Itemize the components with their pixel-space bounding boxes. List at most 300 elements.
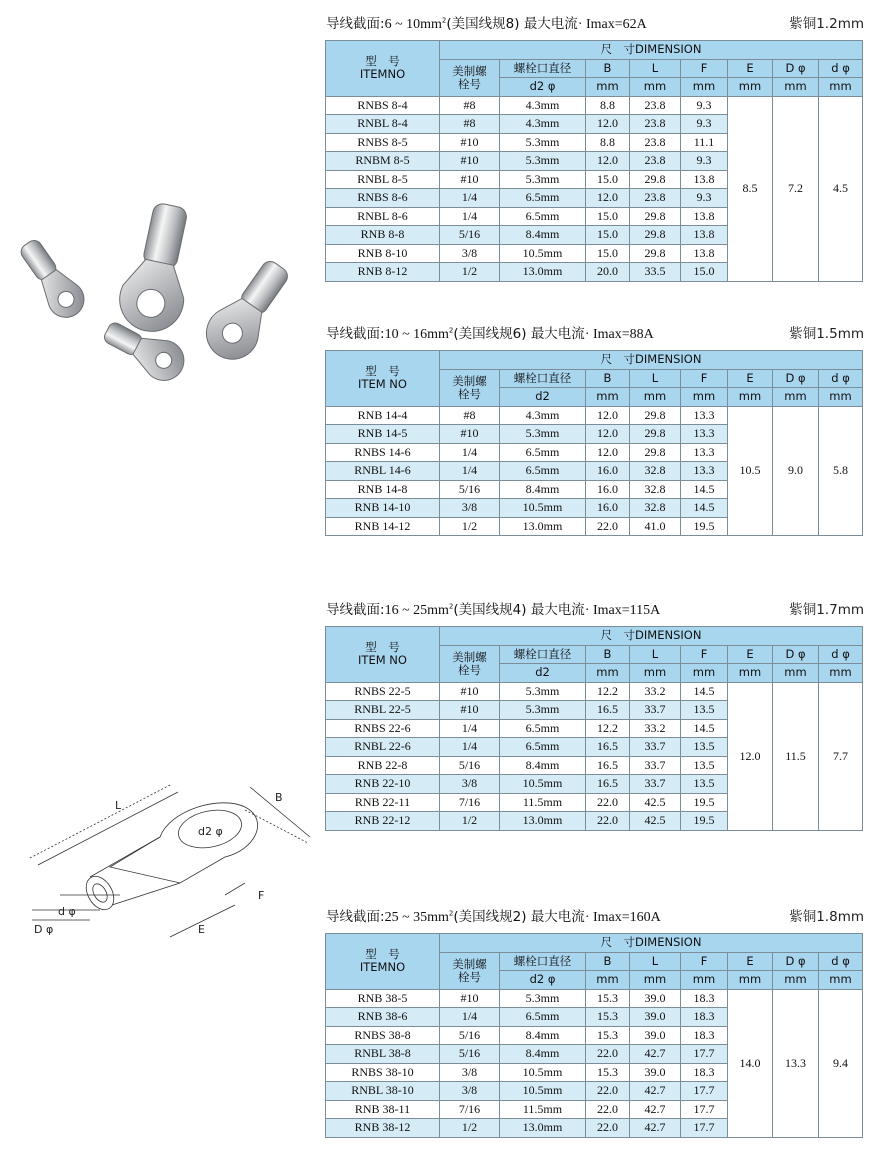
inner-d-header: d φ bbox=[819, 369, 863, 388]
spec-table bbox=[325, 350, 863, 536]
table-row bbox=[326, 989, 863, 1008]
f-cell: 13.5 bbox=[681, 775, 728, 794]
b-header: B bbox=[586, 952, 630, 971]
item-cell: RNB 22-10 bbox=[326, 775, 440, 794]
d2-cell: 8.4mm bbox=[500, 756, 586, 775]
l-header: L bbox=[630, 369, 681, 388]
unit-header: mm bbox=[773, 388, 819, 407]
section-title bbox=[326, 598, 660, 619]
f-cell: 17.7 bbox=[681, 1045, 728, 1064]
d2-cell: 11.5mm bbox=[500, 1100, 586, 1119]
stud-cell: 3/8 bbox=[440, 1063, 500, 1082]
stud-cell: #10 bbox=[440, 989, 500, 1008]
b-cell: 16.0 bbox=[586, 480, 630, 499]
section-title bbox=[326, 322, 654, 343]
d2-cell: 8.4mm bbox=[500, 226, 586, 245]
item-cell: RNB 14-10 bbox=[326, 499, 440, 518]
b-cell: 12.0 bbox=[586, 115, 630, 134]
f-cell: 13.8 bbox=[681, 170, 728, 189]
f-cell: 14.5 bbox=[681, 719, 728, 738]
inner-d-value: 7.7 bbox=[819, 682, 863, 830]
f-cell: 9.3 bbox=[681, 96, 728, 115]
unit-superscript: 2 bbox=[448, 602, 454, 611]
section-title bbox=[326, 905, 661, 926]
b-cell: 22.0 bbox=[586, 1082, 630, 1101]
imax-value: · Imax=160A bbox=[584, 910, 661, 925]
lug-right bbox=[196, 251, 301, 369]
l-cell: 33.7 bbox=[630, 738, 681, 757]
max-current-label: 最大电流 bbox=[530, 909, 585, 925]
item-cell: RNBL 22-5 bbox=[326, 701, 440, 720]
d2-header: d2 φ bbox=[500, 78, 586, 97]
f-cell: 13.5 bbox=[681, 738, 728, 757]
l-cell: 23.8 bbox=[630, 189, 681, 208]
l-cell: 42.5 bbox=[630, 793, 681, 812]
stud-cell: 5/16 bbox=[440, 480, 500, 499]
item-cell: RNB 8-12 bbox=[326, 263, 440, 282]
item-cell: RNBM 8-5 bbox=[326, 152, 440, 171]
unit-header: mm bbox=[819, 664, 863, 683]
d2-cell: 8.4mm bbox=[500, 480, 586, 499]
material-spec: 紫铜1.5mm bbox=[789, 326, 864, 342]
item-cell: RNB 14-12 bbox=[326, 517, 440, 536]
l-cell: 23.8 bbox=[630, 115, 681, 134]
item-cell: RNB 22-12 bbox=[326, 812, 440, 831]
l-cell: 42.5 bbox=[630, 812, 681, 831]
item-cell: RNB 38-12 bbox=[326, 1119, 440, 1138]
f-cell: 14.5 bbox=[681, 499, 728, 518]
b-cell: 16.0 bbox=[586, 499, 630, 518]
d2-header: d2 bbox=[500, 388, 586, 407]
stud-cell: #10 bbox=[440, 425, 500, 444]
item-cell: RNB 8-10 bbox=[326, 244, 440, 263]
b-cell: 15.3 bbox=[586, 989, 630, 1008]
stud-header: 美制螺 栓号 bbox=[440, 952, 500, 989]
d2-cell: 6.5mm bbox=[500, 1008, 586, 1027]
item-cell: RNB 38-5 bbox=[326, 989, 440, 1008]
f-cell: 13.5 bbox=[681, 701, 728, 720]
stud-cell: 1/4 bbox=[440, 1008, 500, 1027]
d2-cell: 11.5mm bbox=[500, 793, 586, 812]
stud-cell: #8 bbox=[440, 115, 500, 134]
stud-cell: 1/4 bbox=[440, 719, 500, 738]
stud-cell: 3/8 bbox=[440, 244, 500, 263]
dimension-header: 尺 寸DIMENSION bbox=[440, 351, 863, 370]
l-cell: 32.8 bbox=[630, 499, 681, 518]
f-cell: 13.8 bbox=[681, 226, 728, 245]
table-row bbox=[326, 96, 863, 115]
item-cell: RNBS 38-10 bbox=[326, 1063, 440, 1082]
dimension-header: 尺 寸DIMENSION bbox=[440, 934, 863, 953]
l-header: L bbox=[630, 59, 681, 78]
item-cell: RNB 22-11 bbox=[326, 793, 440, 812]
spec-table bbox=[325, 40, 863, 282]
d2-cell: 13.0mm bbox=[500, 812, 586, 831]
d2-cell: 6.5mm bbox=[500, 462, 586, 481]
unit-header: mm bbox=[586, 971, 630, 990]
b-cell: 22.0 bbox=[586, 1100, 630, 1119]
stud-cell: 1/2 bbox=[440, 517, 500, 536]
item-cell: RNB 14-5 bbox=[326, 425, 440, 444]
inner-d-value: 9.4 bbox=[819, 989, 863, 1137]
inner-d-value: 5.8 bbox=[819, 406, 863, 536]
f-cell: 9.3 bbox=[681, 189, 728, 208]
imax-value: · Imax=62A bbox=[577, 17, 647, 32]
l-cell: 42.7 bbox=[630, 1100, 681, 1119]
b-cell: 15.3 bbox=[586, 1008, 630, 1027]
stud-cell: 7/16 bbox=[440, 1100, 500, 1119]
b-cell: 12.2 bbox=[586, 682, 630, 701]
item-cell: RNBL 14-6 bbox=[326, 462, 440, 481]
l-cell: 23.8 bbox=[630, 152, 681, 171]
outer-d-header: D φ bbox=[773, 369, 819, 388]
item-cell: RNB 14-4 bbox=[326, 406, 440, 425]
b-cell: 20.0 bbox=[586, 263, 630, 282]
material-spec: 紫铜1.2mm bbox=[789, 16, 864, 32]
unit-header: mm bbox=[728, 388, 773, 407]
f-cell: 13.3 bbox=[681, 462, 728, 481]
table-row bbox=[326, 682, 863, 701]
unit-header: mm bbox=[630, 78, 681, 97]
l-cell: 29.8 bbox=[630, 443, 681, 462]
unit-header: mm bbox=[819, 971, 863, 990]
stud-cell: 5/16 bbox=[440, 1026, 500, 1045]
stud-cell: 5/16 bbox=[440, 1045, 500, 1064]
d2-cell: 6.5mm bbox=[500, 189, 586, 208]
stud-header: 美制螺 栓号 bbox=[440, 59, 500, 96]
section-title bbox=[326, 12, 647, 33]
f-cell: 17.7 bbox=[681, 1100, 728, 1119]
material-spec: 紫铜1.8mm bbox=[789, 909, 864, 925]
max-current-label: 最大电流 bbox=[530, 602, 585, 618]
l-cell: 42.7 bbox=[630, 1119, 681, 1138]
b-cell: 16.5 bbox=[586, 738, 630, 757]
d2-cell: 4.3mm bbox=[500, 115, 586, 134]
f-cell: 15.0 bbox=[681, 263, 728, 282]
item-cell: RNBL 38-10 bbox=[326, 1082, 440, 1101]
f-header: F bbox=[681, 645, 728, 664]
e-value: 14.0 bbox=[728, 989, 773, 1137]
e-value: 12.0 bbox=[728, 682, 773, 830]
f-cell: 19.5 bbox=[681, 517, 728, 536]
item-cell: RNBS 8-4 bbox=[326, 96, 440, 115]
b-cell: 12.0 bbox=[586, 152, 630, 171]
bolt-header: 螺栓口直径 bbox=[500, 59, 586, 78]
stud-cell: 1/4 bbox=[440, 738, 500, 757]
stud-cell: #10 bbox=[440, 152, 500, 171]
awg-note: (美国线规6) bbox=[453, 326, 527, 342]
l-cell: 33.2 bbox=[630, 719, 681, 738]
l-cell: 33.7 bbox=[630, 775, 681, 794]
d2-cell: 6.5mm bbox=[500, 738, 586, 757]
l-cell: 39.0 bbox=[630, 1063, 681, 1082]
f-cell: 13.5 bbox=[681, 756, 728, 775]
b-header: B bbox=[586, 645, 630, 664]
d2-cell: 5.3mm bbox=[500, 682, 586, 701]
unit-header: mm bbox=[773, 78, 819, 97]
wire-range: 25 ~ 35mm bbox=[384, 910, 449, 925]
f-cell: 19.5 bbox=[681, 812, 728, 831]
stud-header: 美制螺 栓号 bbox=[440, 369, 500, 406]
stud-cell: 1/4 bbox=[440, 207, 500, 226]
f-cell: 18.3 bbox=[681, 1026, 728, 1045]
lug-small-left bbox=[12, 233, 91, 324]
d2-cell: 6.5mm bbox=[500, 719, 586, 738]
awg-note: (美国线规8) bbox=[446, 16, 520, 32]
d2-cell: 5.3mm bbox=[500, 133, 586, 152]
stud-cell: 1/2 bbox=[440, 263, 500, 282]
spec-table bbox=[325, 933, 863, 1138]
l-cell: 32.8 bbox=[630, 480, 681, 499]
b-cell: 22.0 bbox=[586, 812, 630, 831]
label-D: D φ bbox=[34, 923, 54, 936]
b-header: B bbox=[586, 59, 630, 78]
b-cell: 12.2 bbox=[586, 719, 630, 738]
l-cell: 42.7 bbox=[630, 1082, 681, 1101]
unit-header: mm bbox=[586, 388, 630, 407]
unit-header: mm bbox=[773, 664, 819, 683]
item-cell: RNB 22-8 bbox=[326, 756, 440, 775]
f-cell: 13.3 bbox=[681, 425, 728, 444]
f-cell: 17.7 bbox=[681, 1082, 728, 1101]
unit-header: mm bbox=[630, 388, 681, 407]
b-cell: 22.0 bbox=[586, 1045, 630, 1064]
stud-cell: 3/8 bbox=[440, 775, 500, 794]
item-header: 型 号 ITEM NO bbox=[326, 627, 440, 683]
item-cell: RNBS 22-6 bbox=[326, 719, 440, 738]
label-d: d φ bbox=[58, 905, 76, 918]
wire-range: 6 ~ 10mm bbox=[384, 17, 442, 32]
b-header: B bbox=[586, 369, 630, 388]
b-cell: 12.0 bbox=[586, 443, 630, 462]
outer-d-value: 7.2 bbox=[773, 96, 819, 281]
item-cell: RNBS 8-6 bbox=[326, 189, 440, 208]
f-cell: 18.3 bbox=[681, 1008, 728, 1027]
b-cell: 15.3 bbox=[586, 1063, 630, 1082]
stud-cell: #10 bbox=[440, 170, 500, 189]
b-cell: 22.0 bbox=[586, 517, 630, 536]
f-cell: 9.3 bbox=[681, 115, 728, 134]
l-cell: 29.8 bbox=[630, 207, 681, 226]
wire-range: 10 ~ 16mm bbox=[384, 327, 449, 342]
stud-cell: #8 bbox=[440, 406, 500, 425]
d2-cell: 5.3mm bbox=[500, 170, 586, 189]
item-cell: RNBL 8-6 bbox=[326, 207, 440, 226]
f-cell: 18.3 bbox=[681, 1063, 728, 1082]
stud-cell: #10 bbox=[440, 701, 500, 720]
l-cell: 29.8 bbox=[630, 425, 681, 444]
max-current-label: 最大电流 bbox=[530, 326, 585, 342]
table-row bbox=[326, 406, 863, 425]
d2-cell: 13.0mm bbox=[500, 263, 586, 282]
l-cell: 39.0 bbox=[630, 1008, 681, 1027]
outer-d-value: 13.3 bbox=[773, 989, 819, 1137]
title-prefix: 导线截面: bbox=[326, 16, 385, 32]
unit-header: mm bbox=[728, 971, 773, 990]
imax-value: · Imax=88A bbox=[584, 327, 654, 342]
d2-cell: 10.5mm bbox=[500, 1082, 586, 1101]
item-cell: RNBS 14-6 bbox=[326, 443, 440, 462]
stud-cell: 5/16 bbox=[440, 756, 500, 775]
f-cell: 11.1 bbox=[681, 133, 728, 152]
d2-cell: 4.3mm bbox=[500, 96, 586, 115]
d2-cell: 5.3mm bbox=[500, 425, 586, 444]
terminal-photo bbox=[10, 190, 310, 390]
label-F: F bbox=[258, 889, 265, 902]
unit-header: mm bbox=[728, 78, 773, 97]
d2-header: d2 bbox=[500, 664, 586, 683]
l-cell: 39.0 bbox=[630, 989, 681, 1008]
stud-cell: 1/4 bbox=[440, 462, 500, 481]
stud-cell: 3/8 bbox=[440, 1082, 500, 1101]
l-header: L bbox=[630, 952, 681, 971]
inner-d-header: d φ bbox=[819, 645, 863, 664]
stud-cell: 5/16 bbox=[440, 226, 500, 245]
stud-cell: #10 bbox=[440, 682, 500, 701]
dimension-header: 尺 寸DIMENSION bbox=[440, 627, 863, 646]
stud-cell: 1/2 bbox=[440, 1119, 500, 1138]
f-header: F bbox=[681, 59, 728, 78]
f-cell: 19.5 bbox=[681, 793, 728, 812]
b-cell: 22.0 bbox=[586, 793, 630, 812]
item-cell: RNBL 8-5 bbox=[326, 170, 440, 189]
d2-cell: 5.3mm bbox=[500, 989, 586, 1008]
unit-header: mm bbox=[819, 388, 863, 407]
f-cell: 13.3 bbox=[681, 443, 728, 462]
l-cell: 29.8 bbox=[630, 226, 681, 245]
max-current-label: 最大电流 bbox=[523, 16, 578, 32]
stud-cell: 1/4 bbox=[440, 189, 500, 208]
stud-cell: #10 bbox=[440, 133, 500, 152]
d2-cell: 13.0mm bbox=[500, 517, 586, 536]
label-L: L bbox=[115, 799, 122, 812]
l-cell: 23.8 bbox=[630, 96, 681, 115]
inner-d-header: d φ bbox=[819, 59, 863, 78]
e-header: E bbox=[728, 645, 773, 664]
e-header: E bbox=[728, 369, 773, 388]
d2-cell: 8.4mm bbox=[500, 1026, 586, 1045]
f-cell: 17.7 bbox=[681, 1119, 728, 1138]
f-cell: 14.5 bbox=[681, 480, 728, 499]
d2-header: d2 φ bbox=[500, 971, 586, 990]
item-cell: RNB 14-8 bbox=[326, 480, 440, 499]
d2-cell: 8.4mm bbox=[500, 1045, 586, 1064]
l-cell: 33.2 bbox=[630, 682, 681, 701]
unit-header: mm bbox=[681, 388, 728, 407]
unit-superscript: 2 bbox=[441, 16, 447, 25]
outer-d-header: D φ bbox=[773, 59, 819, 78]
l-cell: 29.8 bbox=[630, 244, 681, 263]
b-cell: 12.0 bbox=[586, 406, 630, 425]
b-cell: 12.0 bbox=[586, 425, 630, 444]
outer-d-header: D φ bbox=[773, 952, 819, 971]
unit-superscript: 2 bbox=[448, 909, 454, 918]
d2-cell: 4.3mm bbox=[500, 406, 586, 425]
e-header: E bbox=[728, 952, 773, 971]
inner-d-header: d φ bbox=[819, 952, 863, 971]
stud-cell: 7/16 bbox=[440, 793, 500, 812]
d2-cell: 10.5mm bbox=[500, 1063, 586, 1082]
item-cell: RNBS 22-5 bbox=[326, 682, 440, 701]
b-cell: 16.5 bbox=[586, 775, 630, 794]
item-cell: RNBS 38-8 bbox=[326, 1026, 440, 1045]
label-E: E bbox=[198, 923, 205, 936]
stud-header: 美制螺 栓号 bbox=[440, 645, 500, 682]
stud-cell: #8 bbox=[440, 96, 500, 115]
item-cell: RNBL 8-4 bbox=[326, 115, 440, 134]
l-cell: 42.7 bbox=[630, 1045, 681, 1064]
item-cell: RNBL 38-8 bbox=[326, 1045, 440, 1064]
unit-header: mm bbox=[819, 78, 863, 97]
b-cell: 16.5 bbox=[586, 701, 630, 720]
b-cell: 15.0 bbox=[586, 226, 630, 245]
stud-cell: 1/2 bbox=[440, 812, 500, 831]
lug-large-center bbox=[114, 199, 203, 337]
l-cell: 33.7 bbox=[630, 756, 681, 775]
unit-header: mm bbox=[681, 971, 728, 990]
unit-header: mm bbox=[630, 664, 681, 683]
f-header: F bbox=[681, 952, 728, 971]
stud-cell: 1/4 bbox=[440, 443, 500, 462]
item-cell: RNB 8-8 bbox=[326, 226, 440, 245]
label-B: B bbox=[275, 791, 283, 804]
unit-header: mm bbox=[681, 664, 728, 683]
outer-d-value: 9.0 bbox=[773, 406, 819, 536]
item-cell: RNBS 8-5 bbox=[326, 133, 440, 152]
e-header: E bbox=[728, 59, 773, 78]
outer-d-value: 11.5 bbox=[773, 682, 819, 830]
d2-cell: 6.5mm bbox=[500, 207, 586, 226]
awg-note: (美国线规2) bbox=[453, 909, 527, 925]
b-cell: 8.8 bbox=[586, 96, 630, 115]
spec-table bbox=[325, 626, 863, 831]
d2-cell: 5.3mm bbox=[500, 701, 586, 720]
title-prefix: 导线截面: bbox=[326, 602, 385, 618]
l-cell: 29.8 bbox=[630, 170, 681, 189]
wire-range: 16 ~ 25mm bbox=[384, 603, 449, 618]
unit-header: mm bbox=[773, 971, 819, 990]
l-cell: 32.8 bbox=[630, 462, 681, 481]
title-prefix: 导线截面: bbox=[326, 909, 385, 925]
bolt-header: 螺栓口直径 bbox=[500, 369, 586, 388]
l-cell: 39.0 bbox=[630, 1026, 681, 1045]
l-cell: 29.8 bbox=[630, 406, 681, 425]
item-header: 型 号 ITEM NO bbox=[326, 351, 440, 407]
outer-d-header: D φ bbox=[773, 645, 819, 664]
inner-d-value: 4.5 bbox=[819, 96, 863, 281]
item-header: 型 号 ITEMNO bbox=[326, 934, 440, 990]
item-header: 型 号 ITEMNO bbox=[326, 41, 440, 97]
f-cell: 14.5 bbox=[681, 682, 728, 701]
unit-header: mm bbox=[728, 664, 773, 683]
e-value: 8.5 bbox=[728, 96, 773, 281]
b-cell: 15.0 bbox=[586, 170, 630, 189]
b-cell: 12.0 bbox=[586, 189, 630, 208]
b-cell: 15.0 bbox=[586, 207, 630, 226]
b-cell: 22.0 bbox=[586, 1119, 630, 1138]
d2-cell: 13.0mm bbox=[500, 1119, 586, 1138]
unit-header: mm bbox=[586, 664, 630, 683]
unit-header: mm bbox=[681, 78, 728, 97]
imax-value: · Imax=115A bbox=[584, 603, 661, 618]
f-cell: 18.3 bbox=[681, 989, 728, 1008]
material-spec: 紫铜1.7mm bbox=[789, 602, 864, 618]
unit-header: mm bbox=[630, 971, 681, 990]
item-cell: RNB 38-11 bbox=[326, 1100, 440, 1119]
bolt-header: 螺栓口直径 bbox=[500, 645, 586, 664]
unit-superscript: 2 bbox=[448, 326, 454, 335]
item-cell: RNBL 22-6 bbox=[326, 738, 440, 757]
